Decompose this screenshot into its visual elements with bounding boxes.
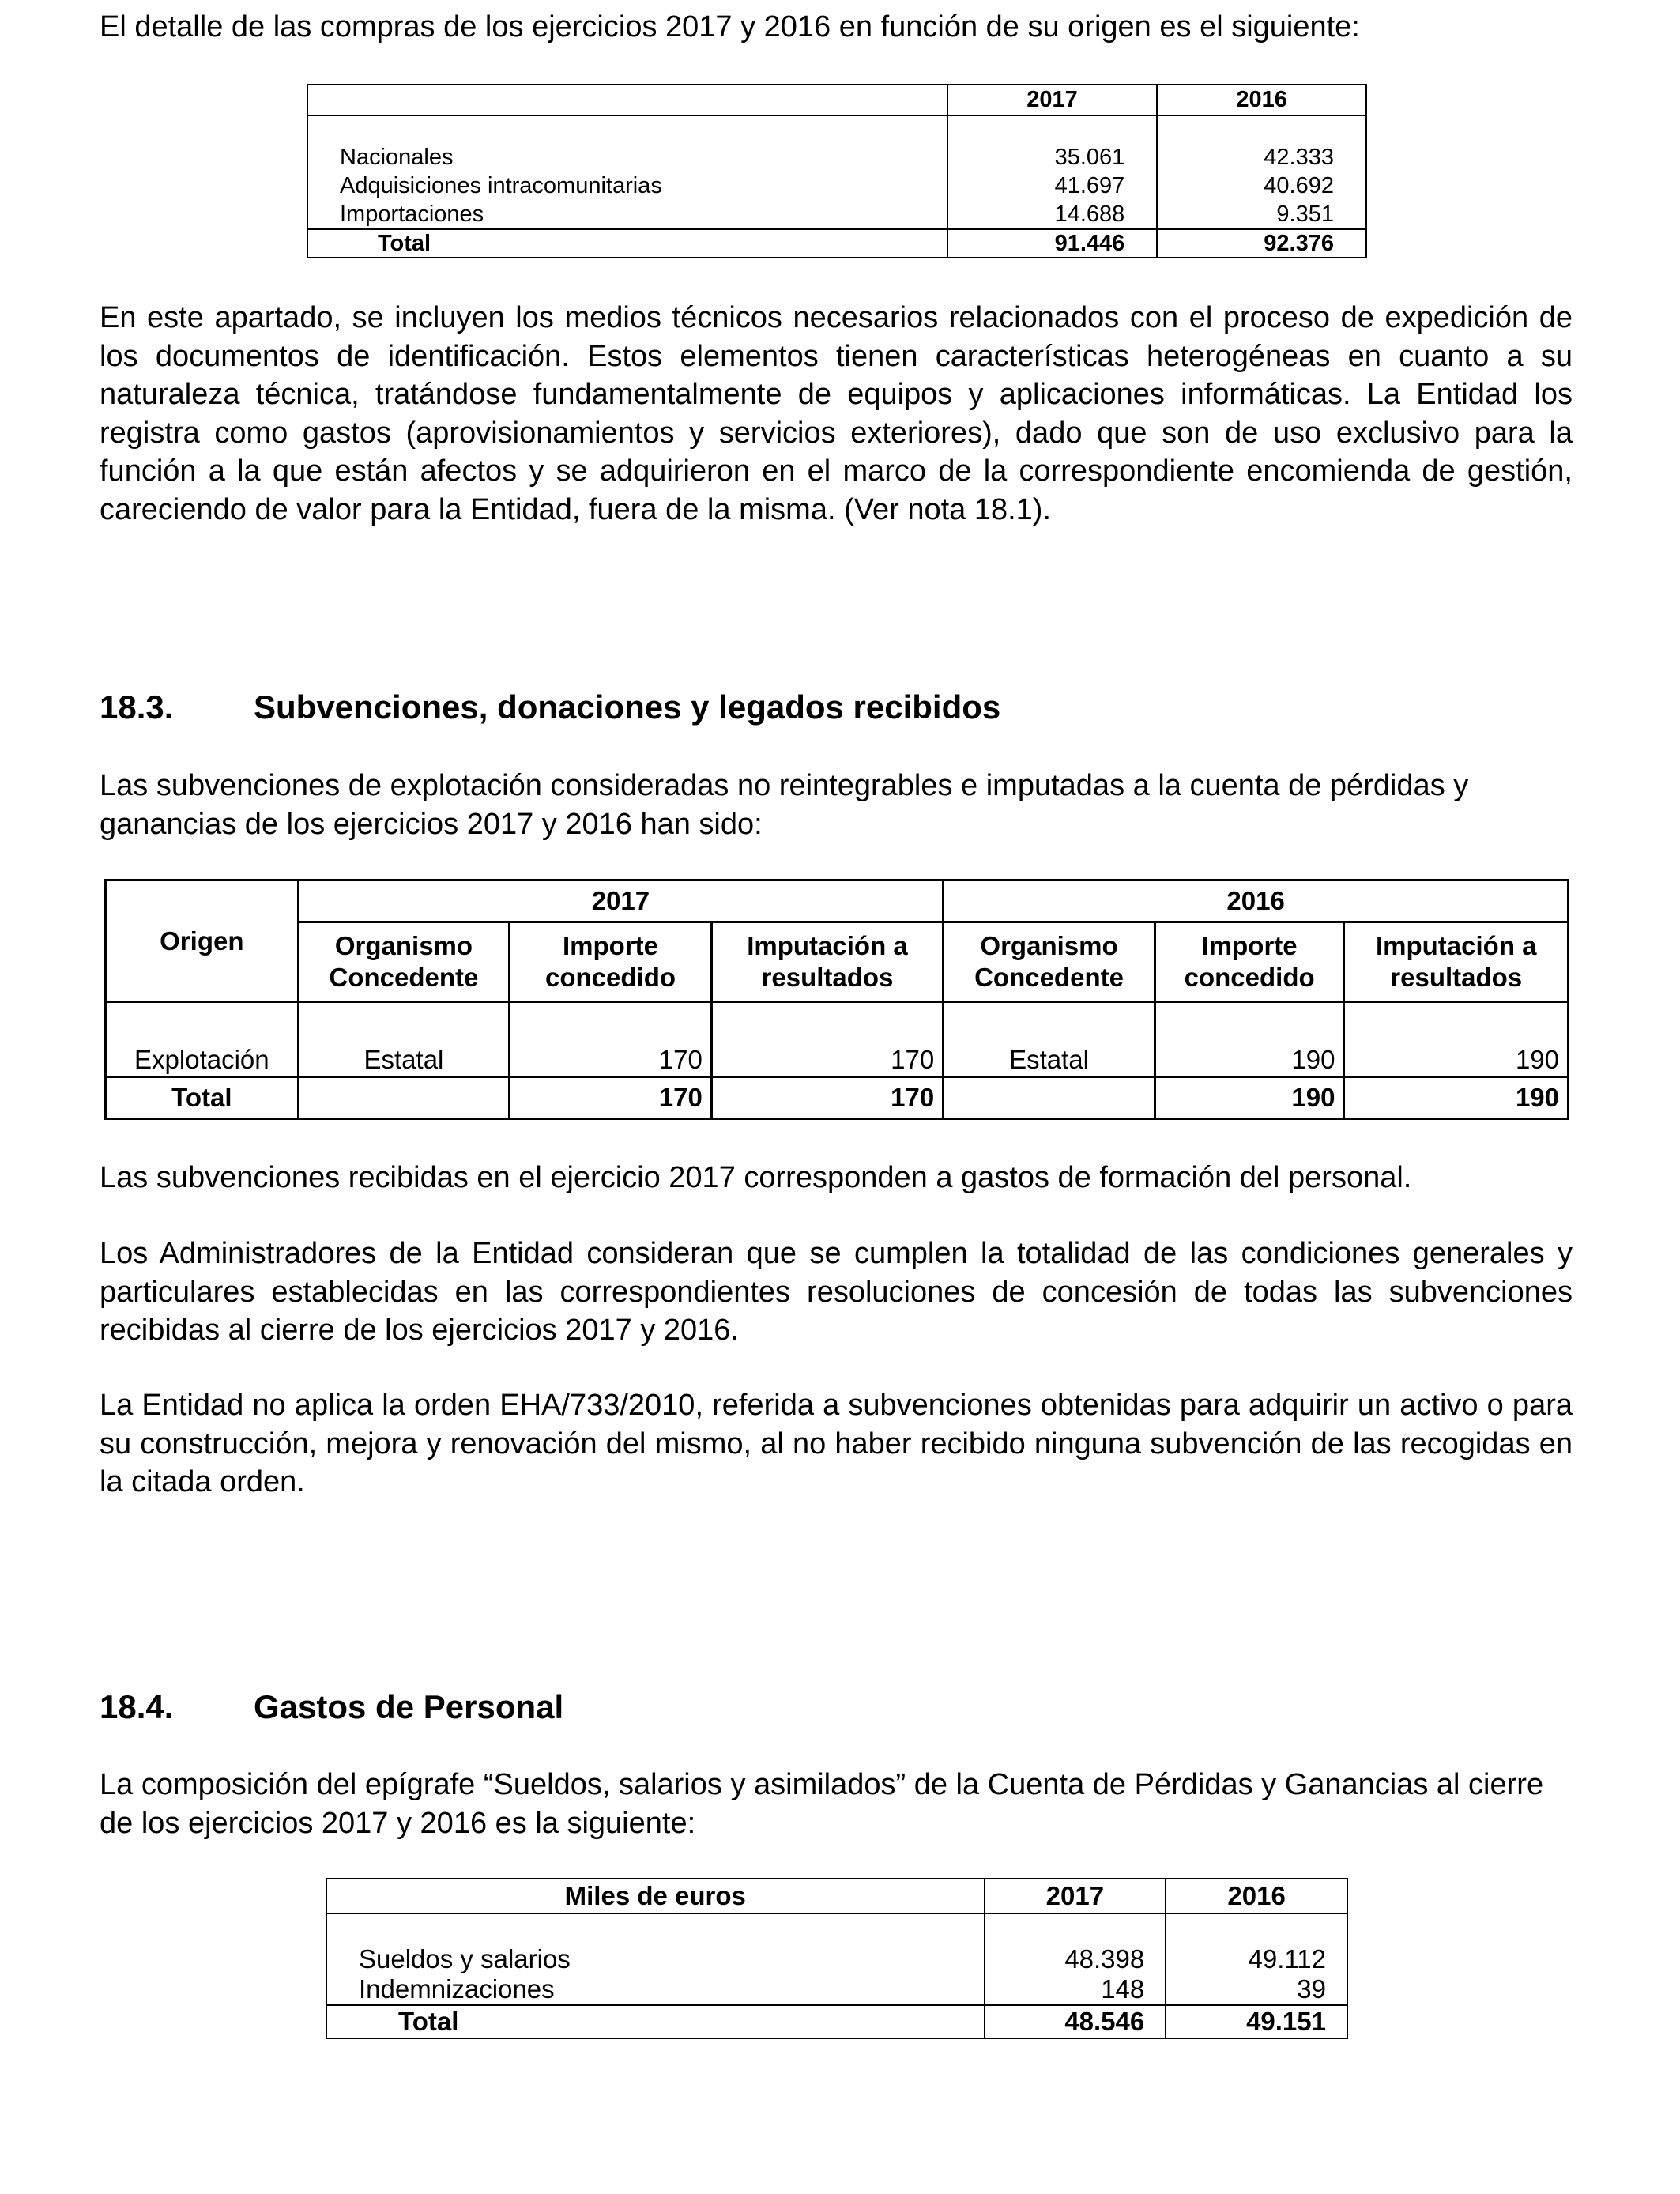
header-2017: 2017 [947, 85, 1158, 115]
spacer-row [307, 115, 1366, 143]
total-row [106, 1077, 1569, 1119]
row-label: Indemnizaciones [326, 1974, 985, 2005]
organismo-2016: Estatal [944, 1002, 1155, 1077]
importe-2017: 170 [510, 1002, 712, 1077]
table-header-row [307, 85, 1366, 115]
table-row [307, 200, 1366, 229]
year-header-row [106, 880, 1569, 922]
table-row [326, 1974, 1347, 2005]
table-row [307, 172, 1366, 200]
row-value-2017: 35.061 [947, 143, 1158, 172]
row-label: Importaciones [307, 200, 947, 229]
total-importe-2017: 170 [510, 1077, 712, 1119]
header-2017: 2017 [985, 1879, 1166, 1913]
subsidies-paragraph-2: Los Administradores de la Entidad consideran que se cumplen la totalidad de las condiciones generales y particulares establecidas en las correspondientes resoluciones de concesión de todas las subvenciones recibidas al cierre de los ejercicios 2017 y 2016. [100, 1237, 1573, 1347]
total-label: Total [106, 1077, 299, 1119]
total-imputacion-2016: 190 [1344, 1077, 1569, 1119]
table-header-row [326, 1879, 1347, 1913]
imputacion-2016: 190 [1344, 1002, 1569, 1077]
section-title: Gastos de Personal [254, 1688, 564, 1725]
subsidies-intro: Las subvenciones de explotación consideradas no reintegrables e imputadas a la cuenta de pérdidas y ganancias de los ejercicios 2017 y 2016 han sido: [100, 769, 1469, 841]
total-organismo-2016 [944, 1077, 1155, 1119]
total-2017: 48.546 [985, 2005, 1166, 2038]
total-label: Total [307, 229, 947, 258]
total-row [326, 2005, 1347, 2038]
row-value-2017: 48.398 [985, 1944, 1166, 1974]
subsidies-table [104, 879, 1569, 1120]
spacer-row [326, 1913, 1347, 1944]
origin-cell: Explotación [106, 1002, 299, 1077]
section-heading-18-4 [100, 1687, 563, 1727]
subheader-importe: Importe concedido [510, 922, 712, 1002]
subheader-organismo: Organismo Concedente [944, 922, 1155, 1002]
subsidies-paragraph-3: La Entidad no aplica la orden EHA/733/2010, referida a subvenciones obtenidas para adquirir un activo o para su construcción, mejora y renovación del mismo, al no haber recibido ninguna subvención de las recogidas en la citada orden. [100, 1389, 1573, 1498]
imputacion-2017: 170 [711, 1002, 943, 1077]
total-organismo-2017 [298, 1077, 510, 1119]
total-label: Total [326, 2005, 985, 2038]
purchases-table [307, 84, 1367, 258]
organismo-2017: Estatal [298, 1002, 510, 1077]
header-blank [307, 85, 947, 115]
total-row [307, 229, 1366, 258]
row-value-2016: 40.692 [1157, 172, 1366, 200]
row-value-2017: 14.688 [947, 200, 1158, 229]
row-value-2016: 42.333 [1157, 143, 1366, 172]
row-value-2017: 41.697 [947, 172, 1158, 200]
row-value-2016: 49.112 [1166, 1944, 1347, 1974]
total-importe-2016: 190 [1155, 1077, 1344, 1119]
row-label: Adquisiciones intracomunitarias [307, 172, 947, 200]
subheader-organismo: Organismo Concedente [298, 922, 510, 1002]
year-header-2017: 2017 [298, 880, 944, 922]
header-miles-euros: Miles de euros [326, 1879, 985, 1913]
table-row [307, 143, 1366, 172]
header-2016: 2016 [1157, 85, 1366, 115]
total-2016: 49.151 [1166, 2005, 1347, 2038]
total-2016: 92.376 [1157, 229, 1366, 258]
origin-header: Origen [106, 880, 299, 1002]
subheader-imputacion: Imputación a resultados [1344, 922, 1569, 1002]
header-2016: 2016 [1166, 1879, 1347, 1913]
subheader-imputacion: Imputación a resultados [711, 922, 943, 1002]
subheader-importe: Importe concedido [1155, 922, 1344, 1002]
total-2017: 91.446 [947, 229, 1158, 258]
personnel-table [326, 1878, 1348, 2039]
total-imputacion-2017: 170 [711, 1077, 943, 1119]
technical-paragraph: En este apartado, se incluyen los medios técnicos necesarios relacionados con el proceso de expedición de los documentos de identificación. Estos elementos tienen características heterogéneas en cuanto a su naturaleza técnica, tratándose fundamentalmente de equipos y aplicaciones informáticas. La Entidad los registra como gastos (aprovisionamientos y servicios exteriores), dado que son de uso exclusivo para la función a la que están afectos y se adquirieron en el marco de la correspondiente encomienda de gestión, careciendo de valor para la Entidad, fuera de la misma. (Ver nota 18.1). [100, 301, 1573, 526]
row-value-2016: 39 [1166, 1974, 1347, 2005]
section-number: 18.4. [100, 1688, 174, 1725]
intro-paragraph: El detalle de las compras de los ejercicios 2017 y 2016 en función de su origen es el siguiente: [100, 10, 1360, 43]
row-label: Nacionales [307, 143, 947, 172]
row-value-2016: 9.351 [1157, 200, 1366, 229]
year-header-2016: 2016 [944, 880, 1569, 922]
subsidies-paragraph-1: Las subvenciones recibidas en el ejercicio 2017 corresponden a gastos de formación del personal. [100, 1161, 1412, 1194]
personnel-intro: La composición del epígrafe “Sueldos, salarios y asimilados” de la Cuenta de Pérdidas y Ganancias al cierre de los ejercicios 2017 y 2016 es la siguiente: [100, 1768, 1544, 1840]
table-row [326, 1944, 1347, 1974]
importe-2016: 190 [1155, 1002, 1344, 1077]
section-title: Subvenciones, donaciones y legados recibidos [254, 688, 1001, 726]
table-row [106, 1002, 1569, 1077]
subheader-row [106, 922, 1569, 1002]
section-number: 18.3. [100, 688, 174, 726]
row-label: Sueldos y salarios [326, 1944, 985, 1974]
row-value-2017: 148 [985, 1974, 1166, 2005]
section-heading-18-3 [100, 688, 1000, 727]
